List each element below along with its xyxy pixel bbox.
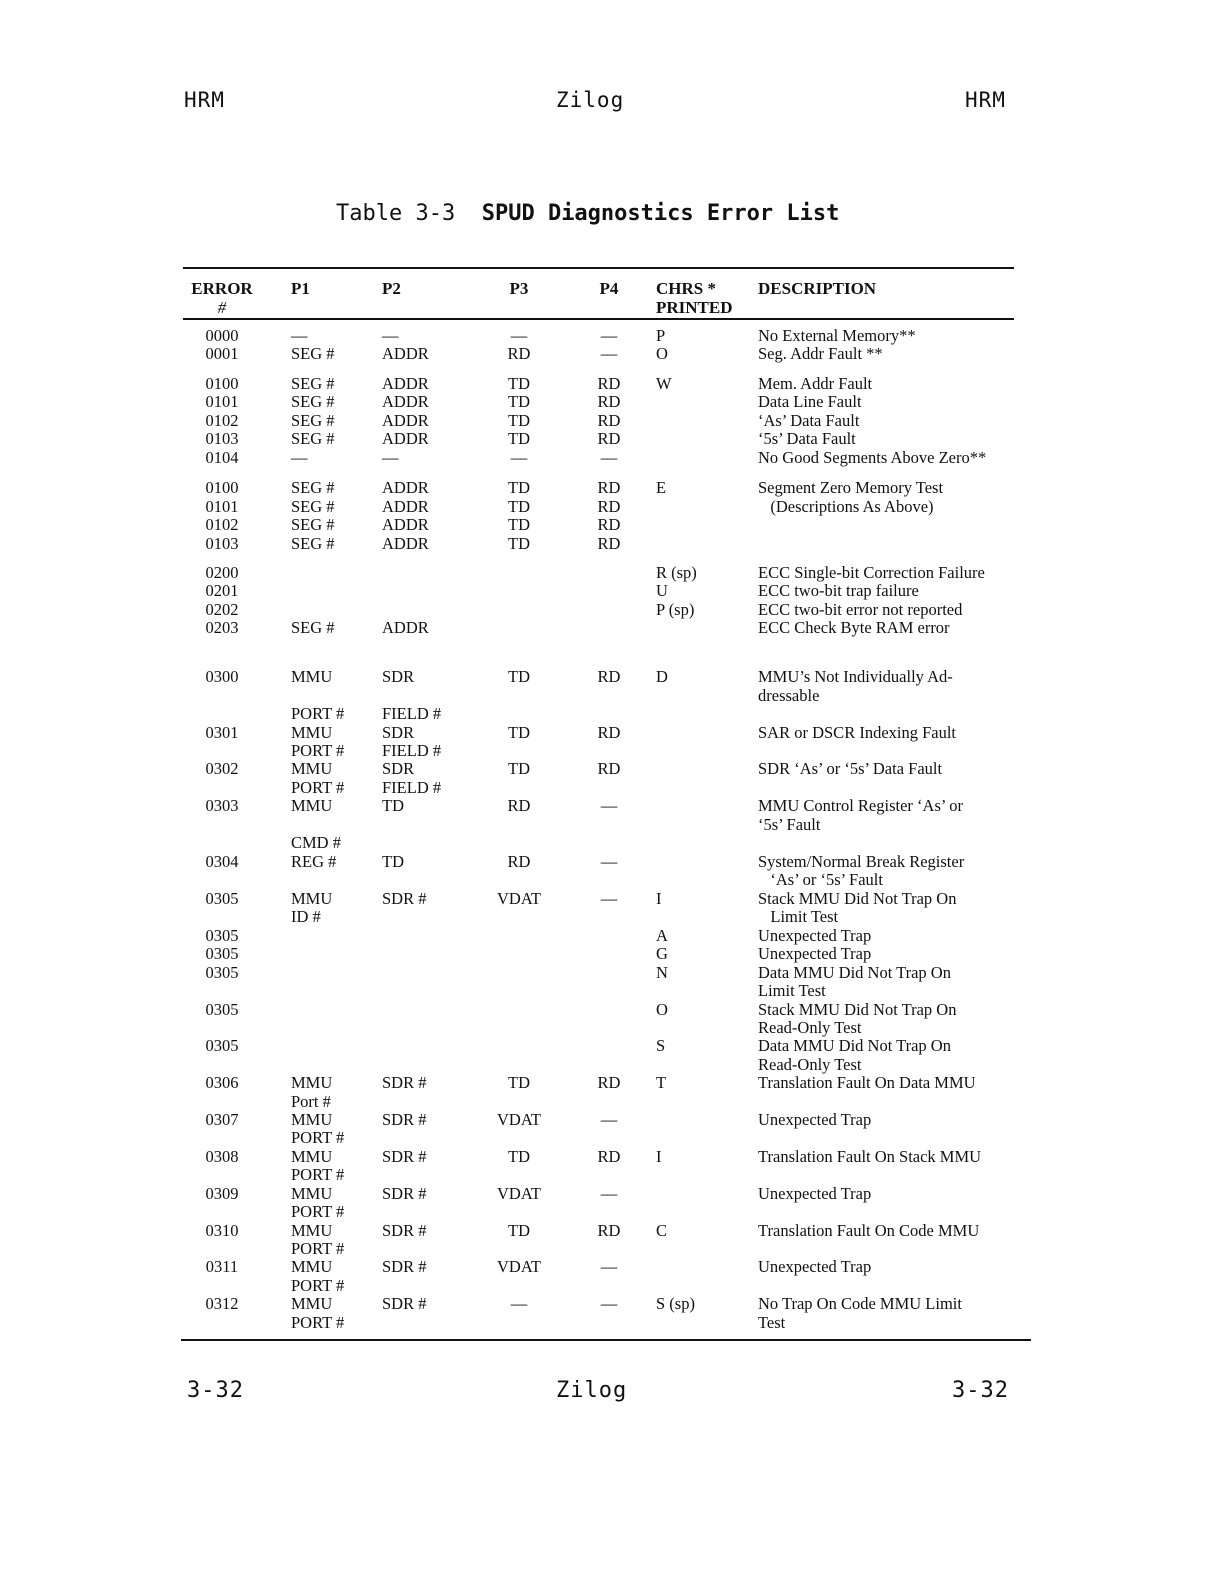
p1-cell: MMU: [291, 1294, 333, 1313]
p2-cell: SDR #: [382, 1073, 427, 1092]
error-code: 0001: [205, 344, 239, 363]
error-code: 0305: [205, 926, 239, 945]
p4-cell: —: [600, 1110, 618, 1129]
description-cell: Unexpected Trap: [758, 926, 872, 945]
p4-cell: RD: [597, 392, 621, 411]
error-code: 0305: [205, 1000, 239, 1019]
table-row: [0, 1055, 1227, 1074]
p3-cell: TD: [508, 392, 530, 411]
description-cell: No External Memory**: [758, 326, 916, 345]
table-row: [0, 1092, 1227, 1111]
chars-printed-cell: S (sp): [656, 1294, 695, 1313]
p4-cell: —: [600, 344, 618, 363]
table-row: [0, 1276, 1227, 1295]
description-cell: SAR or DSCR Indexing Fault: [758, 723, 957, 742]
description-cell: (Descriptions As Above): [758, 497, 934, 516]
p1-cell: SEG #: [291, 429, 335, 448]
chars-printed-cell: E: [656, 478, 667, 497]
p4-cell: —: [600, 448, 618, 467]
description-cell: Translation Fault On Code MMU: [758, 1221, 980, 1240]
description-cell: Segment Zero Memory Test: [758, 478, 944, 497]
error-code: 0104: [205, 448, 239, 467]
p4-cell: RD: [597, 478, 621, 497]
footer-right: 3-32: [952, 1378, 1009, 1403]
p1-cell: MMU: [291, 1147, 333, 1166]
p3-cell: TD: [508, 534, 530, 553]
p3-cell: RD: [507, 796, 531, 815]
table-row: [0, 833, 1227, 852]
p2-cell: —: [382, 448, 399, 467]
table-row: [0, 497, 1227, 516]
p1-cell: ID #: [291, 907, 321, 926]
p4-cell: —: [600, 796, 618, 815]
table-row: [0, 667, 1227, 686]
description-cell: Mem. Addr Fault: [758, 374, 873, 393]
error-code: 0200: [205, 563, 239, 582]
table-row: [0, 429, 1227, 448]
table-row: [0, 778, 1227, 797]
p2-cell: SDR #: [382, 1257, 427, 1276]
table-row: [0, 478, 1227, 497]
table-row: [0, 723, 1227, 742]
error-code: 0305: [205, 889, 239, 908]
table-row: [0, 581, 1227, 600]
error-code: 0103: [205, 534, 239, 553]
chars-printed-cell: P: [656, 326, 666, 345]
table-row: [0, 1036, 1227, 1055]
p1-cell: SEG #: [291, 478, 335, 497]
chars-printed-cell: D: [656, 667, 668, 686]
p2-cell: SDR #: [382, 1110, 427, 1129]
table-row: [0, 1239, 1227, 1258]
error-code: 0103: [205, 429, 239, 448]
p2-cell: ADDR: [382, 534, 429, 553]
error-code: 0308: [205, 1147, 239, 1166]
p3-cell: TD: [508, 411, 530, 430]
table-row: [0, 852, 1227, 871]
error-code: 0303: [205, 796, 239, 815]
error-code: 0102: [205, 411, 239, 430]
p2-cell: SDR: [382, 723, 415, 742]
table-title-label: Table 3-3: [336, 201, 456, 226]
col-error-line2: #: [217, 298, 227, 317]
p2-cell: FIELD #: [382, 778, 442, 797]
col-p3-header: P3: [509, 279, 529, 298]
table-row: [0, 686, 1227, 705]
description-cell: SDR ‘As’ or ‘5s’ Data Fault: [758, 759, 943, 778]
col-error-line1: ERROR: [191, 279, 253, 298]
p3-cell: TD: [508, 667, 530, 686]
table-row: [0, 1128, 1227, 1147]
table-row: [0, 1294, 1227, 1313]
col-p2-header: P2: [382, 279, 401, 298]
p2-cell: ADDR: [382, 411, 429, 430]
p3-cell: TD: [508, 1073, 530, 1092]
description-cell: ECC two-bit trap failure: [758, 581, 919, 600]
error-code: 0201: [205, 581, 239, 600]
error-code: 0305: [205, 963, 239, 982]
footer-left: 3-32: [187, 1378, 244, 1403]
description-cell: ECC Check Byte RAM error: [758, 618, 950, 637]
table-row: [0, 1221, 1227, 1240]
header-center: Zilog: [556, 88, 625, 112]
error-code: 0100: [205, 374, 239, 393]
p1-cell: MMU: [291, 1073, 333, 1092]
p1-cell: MMU: [291, 1184, 333, 1203]
p2-cell: TD: [382, 852, 404, 871]
chars-printed-cell: I: [656, 889, 662, 908]
table-row: [0, 515, 1227, 534]
p2-cell: FIELD #: [382, 741, 442, 760]
p1-cell: SEG #: [291, 411, 335, 430]
error-code: 0306: [205, 1073, 239, 1092]
col-p1-header: P1: [291, 279, 310, 298]
p2-cell: ADDR: [382, 392, 429, 411]
p3-cell: TD: [508, 478, 530, 497]
p3-cell: TD: [508, 759, 530, 778]
chars-printed-cell: U: [656, 581, 668, 600]
table-row: [0, 741, 1227, 760]
description-cell: MMU Control Register ‘As’ or: [758, 796, 964, 815]
p2-cell: ADDR: [382, 515, 429, 534]
error-code: 0301: [205, 723, 239, 742]
description-cell: dressable: [758, 686, 820, 705]
error-code: 0305: [205, 1036, 239, 1055]
p4-cell: RD: [597, 723, 621, 742]
description-cell: ‘As’ Data Fault: [758, 411, 860, 430]
p2-cell: SDR #: [382, 1221, 427, 1240]
col-error-header: [184, 279, 260, 317]
p1-cell: SEG #: [291, 534, 335, 553]
description-cell: Read-Only Test: [758, 1018, 862, 1037]
description-cell: MMU’s Not Individually Ad-: [758, 667, 953, 686]
p3-cell: VDAT: [497, 1184, 541, 1203]
table-row: [0, 448, 1227, 467]
table-bottom-rule: [181, 1339, 1031, 1341]
chars-printed-cell: T: [656, 1073, 667, 1092]
p3-cell: —: [510, 326, 528, 345]
description-cell: Read-Only Test: [758, 1055, 862, 1074]
col-description-header: DESCRIPTION: [758, 279, 877, 298]
table-row: [0, 374, 1227, 393]
description-cell: Data Line Fault: [758, 392, 862, 411]
p3-cell: VDAT: [497, 889, 541, 908]
description-cell: Limit Test: [758, 907, 839, 926]
p1-cell: SEG #: [291, 497, 335, 516]
p1-cell: MMU: [291, 759, 333, 778]
p4-cell: RD: [597, 497, 621, 516]
error-code: 0100: [205, 478, 239, 497]
error-code: 0102: [205, 515, 239, 534]
p2-cell: FIELD #: [382, 704, 442, 723]
p1-cell: MMU: [291, 723, 333, 742]
description-cell: Limit Test: [758, 981, 826, 1000]
table-row: [0, 618, 1227, 637]
p2-cell: SDR #: [382, 1294, 427, 1313]
p1-cell: Port #: [291, 1092, 331, 1111]
error-code: 0101: [205, 497, 239, 516]
chars-printed-cell: W: [656, 374, 672, 393]
p4-cell: —: [600, 889, 618, 908]
p1-cell: SEG #: [291, 374, 335, 393]
p1-cell: PORT #: [291, 1313, 345, 1332]
header-bottom-rule: [183, 318, 1014, 320]
p1-cell: SEG #: [291, 515, 335, 534]
p2-cell: ADDR: [382, 374, 429, 393]
p1-cell: PORT #: [291, 1276, 345, 1295]
col-p4-header: P4: [599, 279, 619, 298]
description-cell: ‘As’ or ‘5s’ Fault: [758, 870, 883, 889]
error-code: 0000: [205, 326, 239, 345]
col-chrs-header: [656, 279, 733, 317]
p1-cell: MMU: [291, 889, 333, 908]
p3-cell: TD: [508, 515, 530, 534]
description-cell: ECC Single-bit Correction Failure: [758, 563, 985, 582]
col-chrs-line1: CHRS *: [656, 279, 716, 298]
p1-cell: —: [291, 448, 308, 467]
table-title-text: SPUD Diagnostics Error List: [481, 201, 840, 226]
p2-cell: SDR: [382, 759, 415, 778]
error-code: 0305: [205, 944, 239, 963]
description-cell: Translation Fault On Stack MMU: [758, 1147, 982, 1166]
table-row: [0, 926, 1227, 945]
p1-cell: MMU: [291, 1257, 333, 1276]
p2-cell: SDR #: [382, 1184, 427, 1203]
p1-cell: REG #: [291, 852, 337, 871]
chars-printed-cell: O: [656, 344, 668, 363]
description-cell: No Trap On Code MMU Limit: [758, 1294, 962, 1313]
error-code: 0202: [205, 600, 239, 619]
p4-cell: —: [600, 326, 618, 345]
p3-cell: TD: [508, 374, 530, 393]
header-right: HRM: [965, 88, 1006, 112]
table-row: [0, 1147, 1227, 1166]
table-row: [0, 1110, 1227, 1129]
chars-printed-cell: A: [656, 926, 668, 945]
table-row: [0, 344, 1227, 363]
description-cell: Unexpected Trap: [758, 1184, 872, 1203]
table-row: [0, 907, 1227, 926]
table-row: [0, 889, 1227, 908]
table-row: [0, 1313, 1227, 1332]
p3-cell: VDAT: [497, 1257, 541, 1276]
table-row: [0, 1000, 1227, 1019]
table-row: [0, 1184, 1227, 1203]
chars-printed-cell: N: [656, 963, 668, 982]
error-code: 0302: [205, 759, 239, 778]
p3-cell: RD: [507, 852, 531, 871]
description-cell: Translation Fault On Data MMU: [758, 1073, 976, 1092]
p4-cell: RD: [597, 667, 621, 686]
p4-cell: RD: [597, 515, 621, 534]
table-top-rule: [183, 267, 1014, 269]
p2-cell: ADDR: [382, 344, 429, 363]
p2-cell: SDR #: [382, 1147, 427, 1166]
chars-printed-cell: O: [656, 1000, 668, 1019]
table-row: [0, 1018, 1227, 1037]
p1-cell: MMU: [291, 667, 333, 686]
p1-cell: PORT #: [291, 1202, 345, 1221]
p4-cell: RD: [597, 759, 621, 778]
p4-cell: RD: [597, 374, 621, 393]
description-cell: ‘5s’ Fault: [758, 815, 821, 834]
description-cell: ‘5s’ Data Fault: [758, 429, 856, 448]
chars-printed-cell: I: [656, 1147, 662, 1166]
p1-cell: MMU: [291, 1221, 333, 1240]
error-code: 0312: [205, 1294, 239, 1313]
p4-cell: RD: [597, 411, 621, 430]
p1-cell: PORT #: [291, 741, 345, 760]
p3-cell: VDAT: [497, 1110, 541, 1129]
description-cell: Unexpected Trap: [758, 1110, 872, 1129]
p3-cell: TD: [508, 1147, 530, 1166]
description-cell: Unexpected Trap: [758, 1257, 872, 1276]
description-cell: Data MMU Did Not Trap On: [758, 1036, 951, 1055]
p2-cell: ADDR: [382, 429, 429, 448]
table-title: [336, 201, 839, 226]
p2-cell: —: [382, 326, 399, 345]
table-row: [0, 326, 1227, 345]
p3-cell: TD: [508, 1221, 530, 1240]
p4-cell: —: [600, 852, 618, 871]
table-row: [0, 870, 1227, 889]
error-code: 0309: [205, 1184, 239, 1203]
table-row: [0, 563, 1227, 582]
p1-cell: PORT #: [291, 1165, 345, 1184]
p1-cell: SEG #: [291, 392, 335, 411]
p2-cell: TD: [382, 796, 404, 815]
chars-printed-cell: G: [656, 944, 668, 963]
p4-cell: RD: [597, 1221, 621, 1240]
p4-cell: —: [600, 1184, 618, 1203]
table-row: [0, 981, 1227, 1000]
p4-cell: —: [600, 1257, 618, 1276]
table-row: [0, 600, 1227, 619]
table-row: [0, 534, 1227, 553]
chars-printed-cell: S: [656, 1036, 666, 1055]
p2-cell: ADDR: [382, 478, 429, 497]
error-code: 0300: [205, 667, 239, 686]
error-code: 0203: [205, 618, 239, 637]
p4-cell: RD: [597, 1147, 621, 1166]
p1-cell: PORT #: [291, 778, 345, 797]
error-code: 0310: [205, 1221, 239, 1240]
p4-cell: —: [600, 1294, 618, 1313]
description-cell: Data MMU Did Not Trap On: [758, 963, 951, 982]
p3-cell: TD: [508, 723, 530, 742]
table-row: [0, 1073, 1227, 1092]
p4-cell: RD: [597, 1073, 621, 1092]
description-cell: No Good Segments Above Zero**: [758, 448, 987, 467]
p1-cell: SEG #: [291, 618, 335, 637]
table-row: [0, 1202, 1227, 1221]
table-row: [0, 796, 1227, 815]
table-row: [0, 944, 1227, 963]
header-left: HRM: [184, 88, 225, 112]
table-row: [0, 759, 1227, 778]
chars-printed-cell: P (sp): [656, 600, 695, 619]
p3-cell: —: [510, 1294, 528, 1313]
p1-cell: MMU: [291, 1110, 333, 1129]
chars-printed-cell: R (sp): [656, 563, 697, 582]
description-cell: Stack MMU Did Not Trap On: [758, 889, 957, 908]
error-code: 0304: [205, 852, 239, 871]
p4-cell: RD: [597, 429, 621, 448]
p1-cell: PORT #: [291, 1239, 345, 1258]
error-code: 0101: [205, 392, 239, 411]
chars-printed-cell: C: [656, 1221, 668, 1240]
table-row: [0, 1257, 1227, 1276]
p1-cell: PORT #: [291, 704, 345, 723]
description-cell: Seg. Addr Fault **: [758, 344, 883, 363]
p3-cell: RD: [507, 344, 531, 363]
description-cell: ECC two-bit error not reported: [758, 600, 963, 619]
p4-cell: RD: [597, 534, 621, 553]
col-chrs-line2: PRINTED: [656, 298, 733, 317]
p1-cell: —: [291, 326, 308, 345]
table-row: [0, 1165, 1227, 1184]
footer-center: Zilog: [556, 1378, 628, 1403]
description-cell: Unexpected Trap: [758, 944, 872, 963]
p1-cell: PORT #: [291, 1128, 345, 1147]
description-cell: Test: [758, 1313, 786, 1332]
p3-cell: —: [510, 448, 528, 467]
table-row: [0, 411, 1227, 430]
p3-cell: TD: [508, 497, 530, 516]
description-cell: System/Normal Break Register: [758, 852, 965, 871]
description-cell: Stack MMU Did Not Trap On: [758, 1000, 957, 1019]
p2-cell: ADDR: [382, 497, 429, 516]
p1-cell: SEG #: [291, 344, 335, 363]
p2-cell: ADDR: [382, 618, 429, 637]
p1-cell: MMU: [291, 796, 333, 815]
error-code: 0311: [205, 1257, 239, 1276]
error-code: 0307: [205, 1110, 239, 1129]
table-row: [0, 815, 1227, 834]
table-row: [0, 963, 1227, 982]
p2-cell: SDR #: [382, 889, 427, 908]
table-row: [0, 704, 1227, 723]
p1-cell: CMD #: [291, 833, 341, 852]
table-row: [0, 392, 1227, 411]
p2-cell: SDR: [382, 667, 415, 686]
p3-cell: TD: [508, 429, 530, 448]
